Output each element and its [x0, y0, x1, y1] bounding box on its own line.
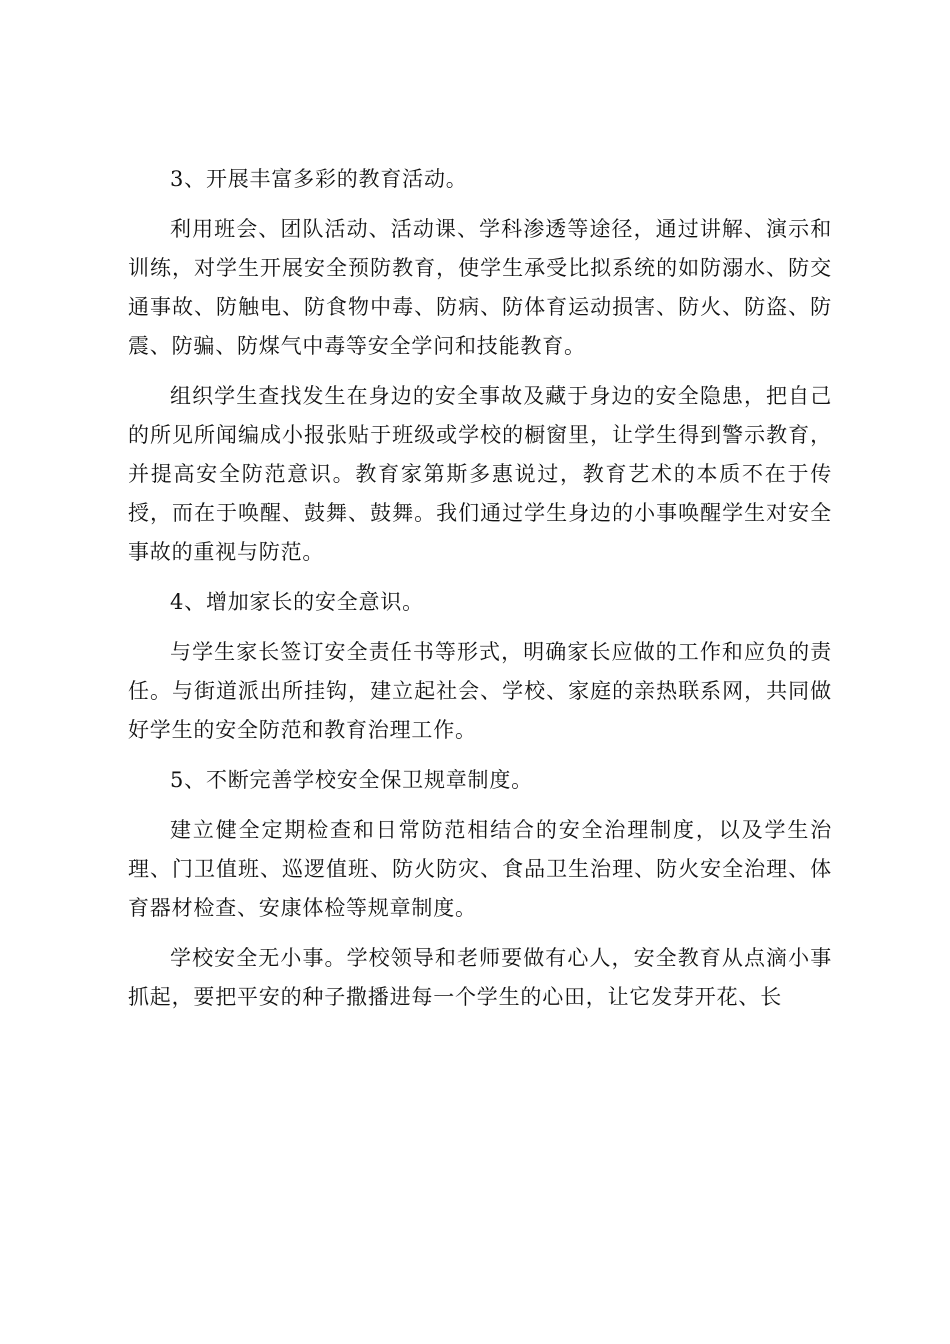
section-heading-3: 3、开展丰富多彩的教育活动。	[170, 167, 468, 191]
section-heading-4: 4、增加家长的安全意识。	[170, 590, 424, 614]
document-body	[128, 160, 832, 1017]
body-paragraph: 与学生家长签订安全责任书等形式，明确家长应做的工作和应负的责任。与街道派出所挂钩，建立起社会、学校、家庭的亲热联系网，共同做好学生的安全防范和教育治理工作。	[128, 640, 832, 742]
body-paragraph: 利用班会、团队活动、活动课、学科渗透等途径，通过讲解、演示和训练，对学生开展安全预防教育，使学生承受比拟系统的如防溺水、防交通事故、防触电、防食物中毒、防病、防体育运动损害、防火、防盗、防震、防骗、防煤气中毒等安全学问和技能教育。	[128, 217, 832, 358]
body-paragraph: 组织学生查找发生在身边的安全事故及藏于身边的安全隐患，把自己的所见所闻编成小报张贴于班级或学校的橱窗里，让学生得到警示教育，并提高安全防范意识。教育家第斯多惠说过，教育艺术的本质不在于传授，而在于唤醒、鼓舞、鼓舞。我们通过学生身边的小事唤醒学生对安全事故的重视与防范。	[128, 384, 832, 564]
section-heading-5: 5、不断完善学校安全保卫规章制度。	[170, 768, 533, 792]
body-paragraph: 建立健全定期检查和日常防范相结合的安全治理制度，以及学生治理、门卫值班、巡逻值班、防火防灾、食品卫生治理、防火安全治理、体育器材检查、安康体检等规章制度。	[128, 818, 832, 920]
body-paragraph: 学校安全无小事。学校领导和老师要做有心人，安全教育从点滴小事抓起，要把平安的种子撒播进每一个学生的心田，让它发芽开花、长	[128, 946, 832, 1009]
